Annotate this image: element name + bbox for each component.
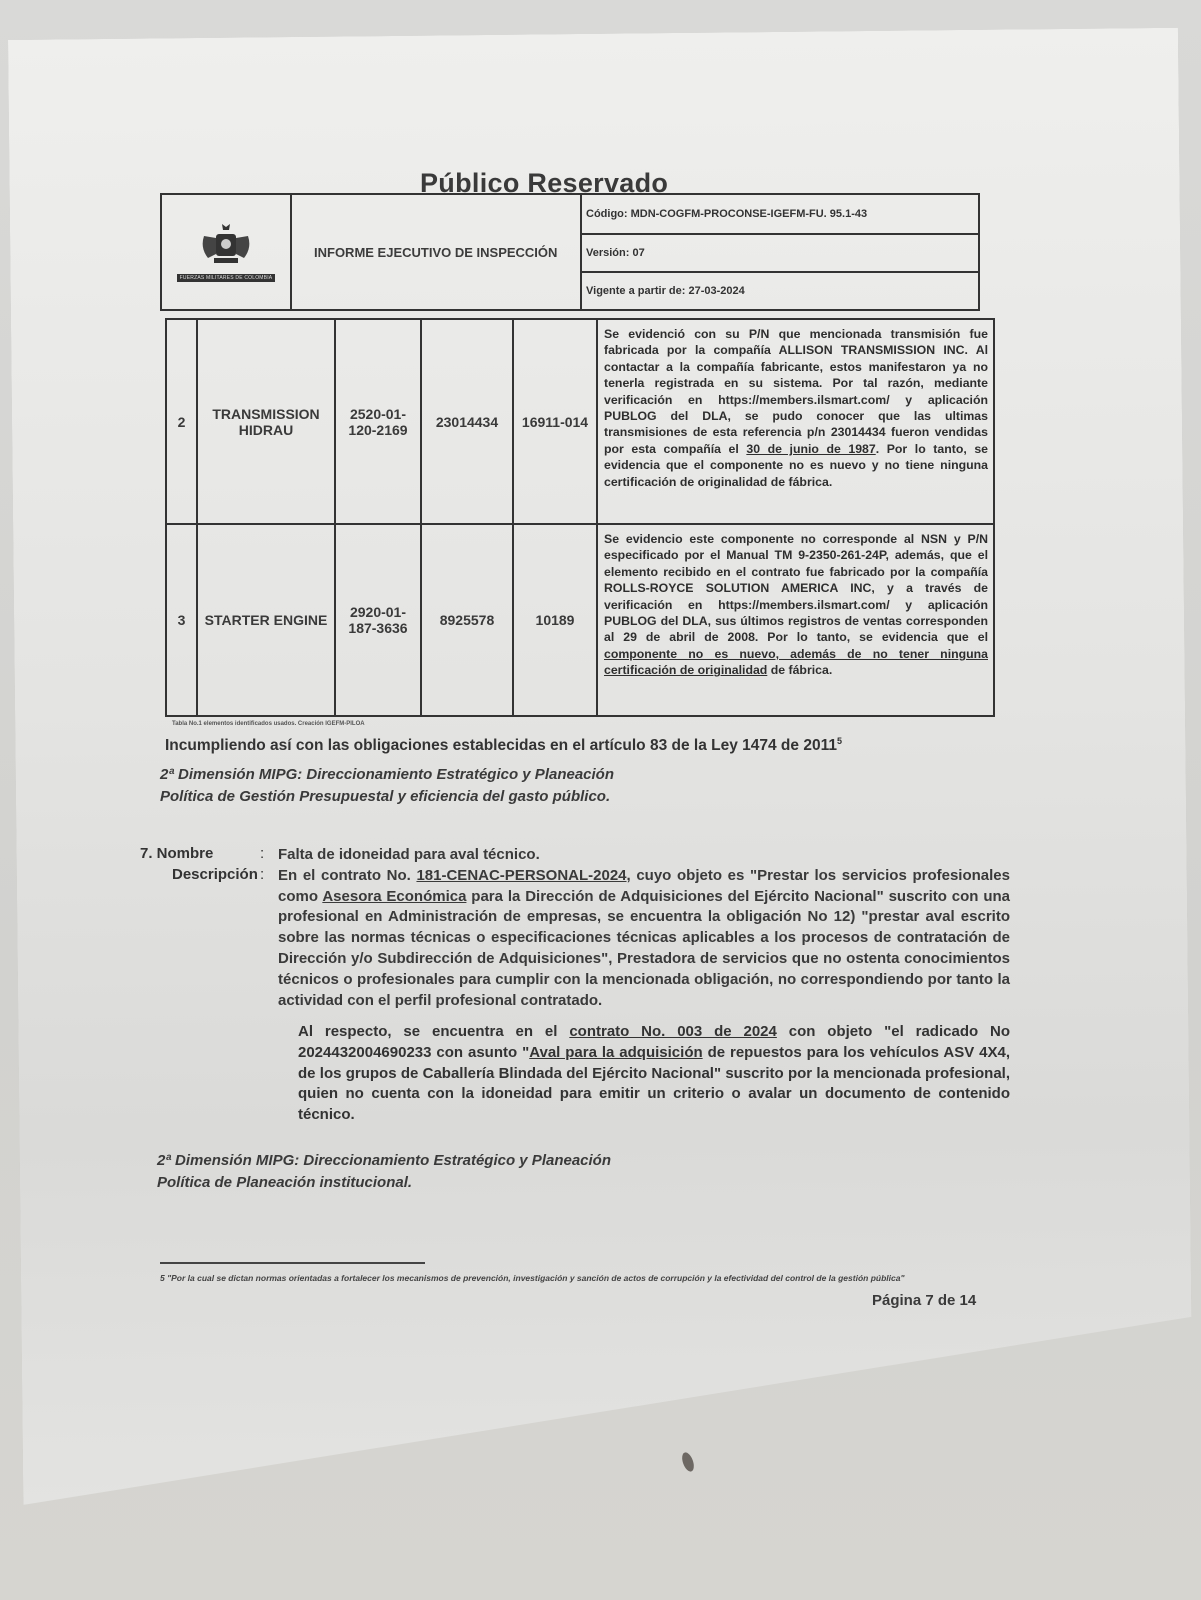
footnote-divider xyxy=(160,1262,425,1264)
subject: Aval para la adquisición xyxy=(529,1043,703,1061)
header-meta xyxy=(582,195,978,309)
item-description xyxy=(597,319,994,524)
text: , cuyo objeto es "Prestar los servicios profesionales como xyxy=(278,866,1010,905)
policy-line: Política de Planeación institucional. xyxy=(157,1174,413,1191)
row-number: 2 xyxy=(166,319,197,524)
description-underlined: componente no es nuevo, además de no tener ninguna certificación de originalidad xyxy=(604,646,988,678)
mipg-dimension-1 xyxy=(160,764,614,808)
item-nsn: 2920-01-187-3636 xyxy=(335,524,421,716)
contract-number: contrato No. 003 de 2024 xyxy=(569,1023,777,1040)
description-text: Se evidencio este componente no corresponde al NSN y P/N especificado por el Manual TM 9-2350-261-24P, además, que el elemento recibido en el contrato fue fabricado por la compañía ROLLS-ROYCE SOLUTION AMERICA INC, y a través de verificación en https://members.ilsmart.com/ y aplicación PUBLOG del DLA, sus últimos registros de ventas corresponden al 29 de abril de 2008. Por lo tanto, se evidencia que el xyxy=(604,532,988,645)
finding-name-label: 7. Nombre xyxy=(140,845,214,862)
text: Al respecto, se encuentra en el xyxy=(298,1023,570,1040)
dimension-line: 2ª Dimensión MIPG: Direccionamiento Estratégico y Planeación xyxy=(157,1152,612,1169)
item-name: TRANSMISSION HIDRAU xyxy=(197,319,335,524)
description-text: Se evidenció con su P/N que mencionada transmisión fue fabricada por la compañía ALLISON TRANSMISSION INC. Al contactar a la compañía fabricante, estos manifestaron ya no tenerla registrada en su sistema. Por tal razón, mediante verificación en https://members.ilsmart.com/ y aplicación PUBLOG del DLA, se pudo conocer que las ultimas transmisiones de esta referencia p/n 23014434 fueron vendidas por esta compañía el xyxy=(604,327,988,456)
items-table xyxy=(165,318,995,717)
finding-name-value: Falta de idoneidad para aval técnico. xyxy=(278,846,540,863)
footnote: 5 "Por la cual se dictan normas orientadas a fortalecer los mecanismos de prevención, investigación y sanción de actos de corrupción y la efectividad del control de la gestión pública" xyxy=(160,1273,905,1283)
item-nsn: 2520-01-120-2169 xyxy=(335,319,421,524)
table-row xyxy=(166,319,994,524)
document-code: Código: MDN-COGFM-PROCONSE-IGEFM-FU. 95.1-43 xyxy=(586,208,868,220)
document-valid-from: Vigente a partir de: 27-03-2024 xyxy=(582,271,978,309)
coat-of-arms-icon xyxy=(198,222,254,270)
logo-cell xyxy=(162,195,292,309)
dimension-line: 2ª Dimensión MIPG: Direccionamiento Estratégico y Planeación xyxy=(160,766,615,783)
item-part-number: 8925578 xyxy=(421,524,513,716)
finding-7 xyxy=(140,845,1010,1011)
role: Asesora Económica xyxy=(322,887,467,905)
finding-name-row xyxy=(140,845,1010,866)
document-header xyxy=(160,193,980,311)
statement xyxy=(165,736,842,755)
separator: : xyxy=(260,845,265,862)
classification-label: Público Reservado xyxy=(420,168,669,198)
debris-spot xyxy=(680,1451,696,1473)
description-text: de fábrica. xyxy=(767,663,833,678)
finding-description-label: Descripción xyxy=(172,865,258,883)
report-title: INFORME EJECUTIVO DE INSPECCIÓN xyxy=(292,195,582,309)
footnote-ref: 5 xyxy=(836,736,842,746)
item-name: STARTER ENGINE xyxy=(197,524,335,716)
text: de repuestos para los vehículos ASV 4X4, de los grupos de Caballería Blindada del Ejército Nacional" suscrito por la mencionada profesional, quien no cuenta con la idoneidad para emitir un criterio o avalar un documento de contenido técnico. xyxy=(298,1043,1010,1124)
statement-text: Incumpliendo así con las obligaciones establecidas en el artículo 83 de la Ley 1474 de 2011 xyxy=(165,737,837,755)
description-text: . Por lo tanto, se evidencia que el componente no es nuevo y no tiene ninguna certificación de originalidad de fábrica. xyxy=(604,441,988,489)
text: para la Dirección de Adquisiciones del Ejército Nacional" suscrito con una profesional en Administración de empresas, se encuentra la obligación No 12) "prestar aval escrito sobre las normas técnicas o especificaciones técnicas aplicables a los procesos de contratación de Dirección y/o Subdirección de Adquisiciones", Prestadora de servicios que no ostenta conocimientos técnicos o profesionales para cumplir con la mencionada obligación, no correspondiendo por tanto la actividad con el perfil profesional contratado. xyxy=(278,887,1010,1009)
text: En el contrato No. xyxy=(278,866,417,884)
table-caption: Tabla No.1 elementos identificados usados. Creación IGEFM-PILOA xyxy=(172,721,365,727)
page-number: Página 7 de 14 xyxy=(872,1292,977,1309)
item-part-number: 23014434 xyxy=(421,319,513,524)
contract-number: 181-CENAC-PERSONAL-2024 xyxy=(416,866,627,884)
table-row xyxy=(166,524,994,716)
document-version: Versión: 07 xyxy=(582,233,978,271)
separator: : xyxy=(260,865,265,883)
mipg-dimension-2 xyxy=(157,1150,611,1194)
item-code: 16911-014 xyxy=(513,319,597,524)
finding-description-row xyxy=(140,866,1010,1012)
finding-description-text xyxy=(278,866,1010,1012)
item-description xyxy=(597,524,994,716)
description-underlined: 30 de junio de 1987 xyxy=(746,441,876,456)
logo-caption: FUERZAS MILITARES DE COLOMBIA xyxy=(177,274,276,282)
row-number: 3 xyxy=(166,524,197,716)
policy-line: Política de Gestión Presupuestal y eficiencia del gasto público. xyxy=(160,788,611,805)
text: con objeto "el radicado No 2024432004690233 con asunto " xyxy=(298,1023,1011,1061)
finding-paragraph-2 xyxy=(298,1022,1010,1126)
item-code: 10189 xyxy=(513,524,597,716)
